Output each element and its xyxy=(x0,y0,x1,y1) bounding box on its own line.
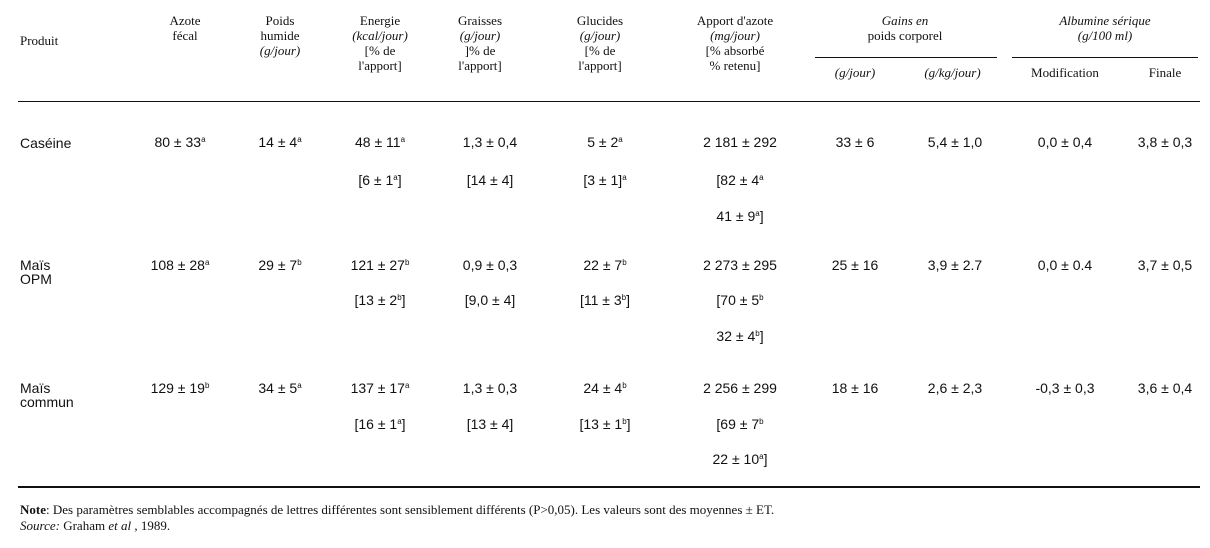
row-produit: Maïs OPM xyxy=(20,257,52,287)
header-graisses-line4: l'apport] xyxy=(458,58,502,73)
row-produit: Maïs commun xyxy=(20,380,74,410)
note-text: : Des paramètres semblables accompagnés de lettres différentes sont sensiblement différents (P>0,05). Les valeurs sont des moyennes ± ET. xyxy=(46,502,775,517)
cell-apport: 2 256 ± 299 xyxy=(703,380,777,396)
header-energie xyxy=(340,13,420,73)
cell-graisses-pct: [9,0 ± 4] xyxy=(464,292,516,308)
cell-glucides: $5 \pm 2^a$ xyxy=(587,134,623,150)
header-gains-line2: poids corporel xyxy=(867,28,943,43)
cell-graisses-pct: [14 ± 4] xyxy=(466,172,514,188)
header-gains-line1: Gains en xyxy=(881,13,929,28)
header-glucides xyxy=(560,13,640,73)
header-graisses-line1: Graisses xyxy=(457,13,503,28)
header-gains xyxy=(815,13,995,43)
cell-graisses-pct: [13 ± 4] xyxy=(466,416,514,432)
cell-alb-mod: -0,3 ± 0,3 xyxy=(1035,380,1095,396)
cell-graisses: 0,9 ± 0,3 xyxy=(462,257,518,273)
header-apport-azote xyxy=(680,13,790,73)
cell-gains-g: 25 ± 16 xyxy=(831,257,879,273)
header-apport-line4: % retenu] xyxy=(709,58,761,73)
cell-gains-g: 18 ± 16 xyxy=(831,380,879,396)
cell-apport-retenu: $22 \pm 10^a$] xyxy=(712,451,768,467)
header-poids-line2: humide xyxy=(260,28,300,43)
cell-gains-g: 33 ± 6 xyxy=(835,134,875,150)
header-gains-kg: (g/kg/jour) xyxy=(924,65,981,80)
header-energie-line1: Energie xyxy=(359,13,401,28)
albumine-rule xyxy=(1012,57,1198,58)
header-glucides-unit: (g/jour) xyxy=(579,28,621,43)
cell-energie-pct: $[13 \pm 2^b]$ xyxy=(354,292,406,308)
header-albumine-finale: Finale xyxy=(1148,65,1182,80)
source-label: Source: xyxy=(20,518,60,533)
cell-apport: 2 181 ± 292 xyxy=(703,134,777,150)
header-produit: Produit xyxy=(20,33,59,48)
header-graisses-line3: ]% de xyxy=(464,43,496,58)
cell-energie-pct: $[16 \pm 1^a]$ xyxy=(354,416,406,432)
header-azote-fecal xyxy=(140,13,230,43)
cell-gains-kg: 3,9 ± 2.7 xyxy=(927,257,983,273)
header-poids-unit: (g/jour) xyxy=(259,43,301,58)
cell-poids: $14 \pm 4^a$ xyxy=(258,134,302,150)
header-glucides-line3: [% de xyxy=(584,43,616,58)
header-glucides-line4: l'apport] xyxy=(578,58,622,73)
cell-alb-fin: 3,7 ± 0,5 xyxy=(1137,257,1193,273)
header-albumine-modification: Modification xyxy=(1031,65,1099,80)
cell-energie-pct: $[6 \pm 1^a]$ xyxy=(358,172,402,188)
cell-gains-kg: 5,4 ± 1,0 xyxy=(927,134,983,150)
cell-gains-kg: 2,6 ± 2,3 xyxy=(927,380,983,396)
cell-graisses: 1,3 ± 0,3 xyxy=(462,380,518,396)
cell-energie: $137 \pm 17^a$ xyxy=(350,380,410,396)
header-bottom-rule xyxy=(18,101,1200,102)
header-albumine-unit: (g/100 ml) xyxy=(1077,28,1133,43)
cell-alb-fin: 3,8 ± 0,3 xyxy=(1137,134,1193,150)
header-graisses xyxy=(440,13,520,73)
cell-apport-retenu: $41 \pm 9^a$] xyxy=(716,208,764,224)
header-gains-g: (g/jour) xyxy=(834,65,876,80)
source-etal: et al xyxy=(108,518,132,533)
header-graisses-unit: (g/jour) xyxy=(459,28,501,43)
table-source xyxy=(20,518,170,533)
source-author: Graham xyxy=(59,518,109,533)
cell-azote: $129 \pm 19^b$ xyxy=(150,380,210,396)
row-produit: Caséine xyxy=(20,135,72,151)
cell-azote: $80 \pm 33^a$ xyxy=(154,134,206,150)
header-energie-unit: (kcal/jour) xyxy=(352,28,408,43)
table-note xyxy=(20,502,774,517)
cell-glucides-pct: $[11 \pm 3^b]$ xyxy=(579,292,630,308)
header-energie-line4: l'apport] xyxy=(358,58,402,73)
header-albumine xyxy=(1010,13,1200,43)
cell-apport: 2 273 ± 295 xyxy=(703,257,777,273)
cell-alb-mod: 0,0 ± 0,4 xyxy=(1037,134,1093,150)
header-glucides-line1: Glucides xyxy=(576,13,624,28)
source-year: , 1989. xyxy=(131,518,171,533)
cell-apport-absorbe: [$82 \pm 4^a$ xyxy=(716,172,764,188)
header-azote-line1: Azote xyxy=(169,13,201,28)
header-azote-line2: fécal xyxy=(172,28,198,43)
table-bottom-rule xyxy=(18,486,1200,488)
header-poids-line1: Poids xyxy=(265,13,295,28)
header-albumine-line1: Albumine sérique xyxy=(1059,13,1151,28)
cell-azote: $108 \pm 28^a$ xyxy=(150,257,210,273)
gains-rule xyxy=(815,57,997,58)
header-poids-humide xyxy=(240,13,320,58)
cell-alb-fin: 3,6 ± 0,4 xyxy=(1137,380,1193,396)
cell-glucides: $24 \pm 4^b$ xyxy=(583,380,627,396)
cell-poids: $29 \pm 7^b$ xyxy=(258,257,302,273)
header-apport-line1: Apport d'azote xyxy=(696,13,774,28)
header-apport-line3: [% absorbé xyxy=(705,43,765,58)
cell-graisses: 1,3 ± 0,4 xyxy=(462,134,518,150)
cell-alb-mod: 0,0 ± 0.4 xyxy=(1037,257,1093,273)
cell-glucides-pct: $[3 \pm 1]^a$ xyxy=(583,172,627,188)
cell-glucides-pct: $[13 \pm 1^b]$ xyxy=(579,416,631,432)
header-energie-line3: [% de xyxy=(364,43,396,58)
cell-apport-retenu: $32 \pm 4^b$] xyxy=(716,328,764,344)
cell-glucides: $22 \pm 7^b$ xyxy=(583,257,627,273)
cell-apport-absorbe: [$70 \pm 5^b$ xyxy=(716,292,764,308)
note-label: Note xyxy=(20,502,46,517)
cell-energie: $121 \pm 27^b$ xyxy=(350,257,410,273)
cell-poids: $34 \pm 5^a$ xyxy=(258,380,302,396)
header-apport-unit: (mg/jour) xyxy=(710,28,760,43)
cell-apport-absorbe: [$69 \pm 7^b$ xyxy=(716,416,764,432)
cell-energie: $48 \pm 11^a$ xyxy=(354,134,406,150)
